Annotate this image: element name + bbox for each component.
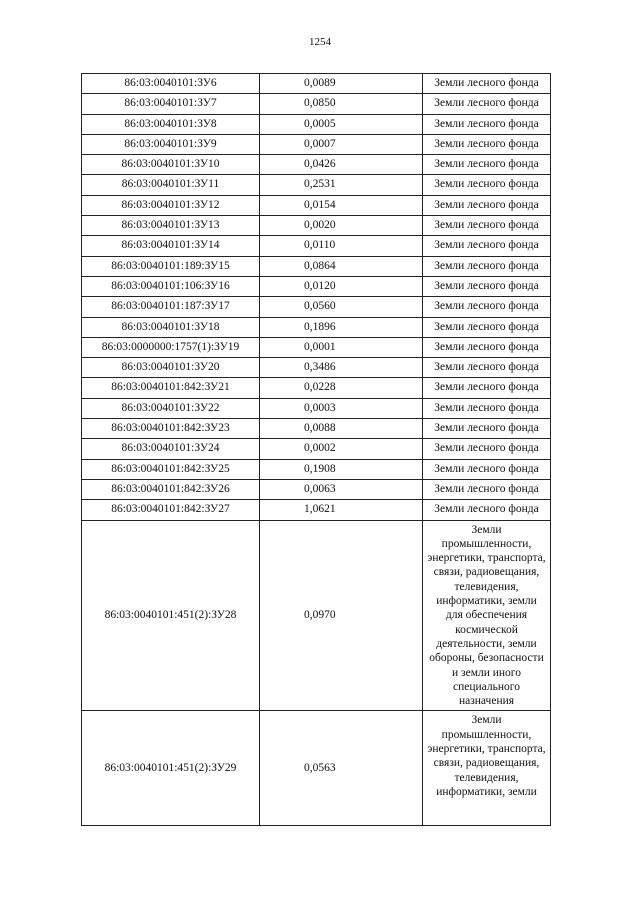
area-cell: 1,0621 — [260, 500, 423, 520]
table-row — [82, 520, 551, 711]
cadastral-number-cell: 86:03:0040101:ЗУ11 — [82, 175, 260, 195]
land-category-cell: Земли лесного фонда — [423, 94, 551, 114]
cadastral-number-cell: 86:03:0040101:ЗУ6 — [82, 74, 260, 94]
cadastral-number-cell: 86:03:0040101:189:ЗУ15 — [82, 256, 260, 276]
cadastral-number-cell: 86:03:0040101:ЗУ10 — [82, 155, 260, 175]
cadastral-number-cell: 86:03:0040101:842:ЗУ25 — [82, 459, 260, 479]
area-cell: 0,0007 — [260, 134, 423, 154]
land-category-cell: Земли лесного фонда — [423, 459, 551, 479]
cadastral-number-cell: 86:03:0040101:ЗУ22 — [82, 398, 260, 418]
land-category-cell: Земли лесного фонда — [423, 500, 551, 520]
cadastral-number-cell: 86:03:0040101:842:ЗУ21 — [82, 378, 260, 398]
land-category-cell: Земли промышленности, энергетики, транспорта, связи, радиовещания, телевидения, информатики, земли — [423, 711, 551, 826]
cadastral-number-cell: 86:03:0040101:ЗУ9 — [82, 134, 260, 154]
area-cell: 0,1896 — [260, 317, 423, 337]
table-row — [82, 479, 551, 499]
land-category-cell: Земли лесного фонда — [423, 358, 551, 378]
area-cell: 0,0563 — [260, 711, 423, 826]
table-row — [82, 439, 551, 459]
area-cell: 0,2531 — [260, 175, 423, 195]
table-row — [82, 114, 551, 134]
land-category-cell: Земли лесного фонда — [423, 419, 551, 439]
table-row — [82, 459, 551, 479]
table-row — [82, 94, 551, 114]
cadastral-number-cell: 86:03:0040101:842:ЗУ23 — [82, 419, 260, 439]
land-category-cell: Земли лесного фонда — [423, 337, 551, 357]
table-row — [82, 155, 551, 175]
cadastral-number-cell: 86:03:0040101:ЗУ18 — [82, 317, 260, 337]
area-cell: 0,0426 — [260, 155, 423, 175]
land-category-cell: Земли лесного фонда — [423, 276, 551, 296]
area-cell: 0,0088 — [260, 419, 423, 439]
area-cell: 0,0560 — [260, 297, 423, 317]
cadastral-number-cell: 86:03:0040101:106:ЗУ16 — [82, 276, 260, 296]
land-category-cell: Земли лесного фонда — [423, 479, 551, 499]
area-cell: 0,0228 — [260, 378, 423, 398]
land-category-cell: Земли лесного фонда — [423, 216, 551, 236]
area-cell: 0,0002 — [260, 439, 423, 459]
land-category-cell: Земли лесного фонда — [423, 297, 551, 317]
table-row — [82, 378, 551, 398]
table-row — [82, 216, 551, 236]
land-category-cell: Земли лесного фонда — [423, 195, 551, 215]
table-row — [82, 337, 551, 357]
table-row — [82, 711, 551, 826]
table-row — [82, 317, 551, 337]
area-cell: 0,0020 — [260, 216, 423, 236]
table-row — [82, 500, 551, 520]
table-row — [82, 398, 551, 418]
area-cell: 0,0864 — [260, 256, 423, 276]
land-category-cell: Земли лесного фонда — [423, 155, 551, 175]
table-row — [82, 276, 551, 296]
cadastral-number-cell: 86:03:0000000:1757(1):ЗУ19 — [82, 337, 260, 357]
area-cell: 0,0110 — [260, 236, 423, 256]
area-cell: 0,1908 — [260, 459, 423, 479]
table-row — [82, 297, 551, 317]
cadastral-number-cell: 86:03:0040101:ЗУ14 — [82, 236, 260, 256]
area-cell: 0,0089 — [260, 74, 423, 94]
table-row — [82, 175, 551, 195]
land-category-cell: Земли лесного фонда — [423, 114, 551, 134]
cadastral-number-cell: 86:03:0040101:842:ЗУ26 — [82, 479, 260, 499]
table-row — [82, 74, 551, 94]
land-plots-table — [81, 73, 551, 826]
area-cell: 0,0003 — [260, 398, 423, 418]
cadastral-number-cell: 86:03:0040101:842:ЗУ27 — [82, 500, 260, 520]
table-row — [82, 419, 551, 439]
land-category-cell: Земли лесного фонда — [423, 236, 551, 256]
table-row — [82, 236, 551, 256]
cadastral-number-cell: 86:03:0040101:ЗУ8 — [82, 114, 260, 134]
table-body — [82, 74, 551, 826]
table-row — [82, 358, 551, 378]
cadastral-number-cell: 86:03:0040101:ЗУ20 — [82, 358, 260, 378]
area-cell: 0,0120 — [260, 276, 423, 296]
land-category-cell: Земли промышленности, энергетики, транспорта, связи, радиовещания, телевидения, информатики, земли для обеспечения космической деятельности, земли обороны, безопасности и земли иного специального назначения — [423, 520, 551, 711]
land-category-cell: Земли лесного фонда — [423, 317, 551, 337]
cadastral-number-cell: 86:03:0040101:451(2):ЗУ29 — [82, 711, 260, 826]
land-plots-table-wrapper — [81, 73, 550, 826]
cadastral-number-cell: 86:03:0040101:ЗУ12 — [82, 195, 260, 215]
area-cell: 0,0154 — [260, 195, 423, 215]
cadastral-number-cell: 86:03:0040101:ЗУ13 — [82, 216, 260, 236]
land-category-cell: Земли лесного фонда — [423, 398, 551, 418]
area-cell: 0,0005 — [260, 114, 423, 134]
land-category-cell: Земли лесного фонда — [423, 74, 551, 94]
cadastral-number-cell: 86:03:0040101:ЗУ7 — [82, 94, 260, 114]
land-category-cell: Земли лесного фонда — [423, 378, 551, 398]
area-cell: 0,0001 — [260, 337, 423, 357]
land-category-cell: Земли лесного фонда — [423, 256, 551, 276]
cadastral-number-cell: 86:03:0040101:ЗУ24 — [82, 439, 260, 459]
area-cell: 0,0970 — [260, 520, 423, 711]
area-cell: 0,0850 — [260, 94, 423, 114]
cadastral-number-cell: 86:03:0040101:451(2):ЗУ28 — [82, 520, 260, 711]
land-category-cell: Земли лесного фонда — [423, 134, 551, 154]
land-category-cell: Земли лесного фонда — [423, 439, 551, 459]
cadastral-number-cell: 86:03:0040101:187:ЗУ17 — [82, 297, 260, 317]
area-cell: 0,3486 — [260, 358, 423, 378]
table-row — [82, 195, 551, 215]
page-number: 1254 — [309, 36, 331, 48]
table-row — [82, 256, 551, 276]
land-category-cell: Земли лесного фонда — [423, 175, 551, 195]
table-row — [82, 134, 551, 154]
area-cell: 0,0063 — [260, 479, 423, 499]
